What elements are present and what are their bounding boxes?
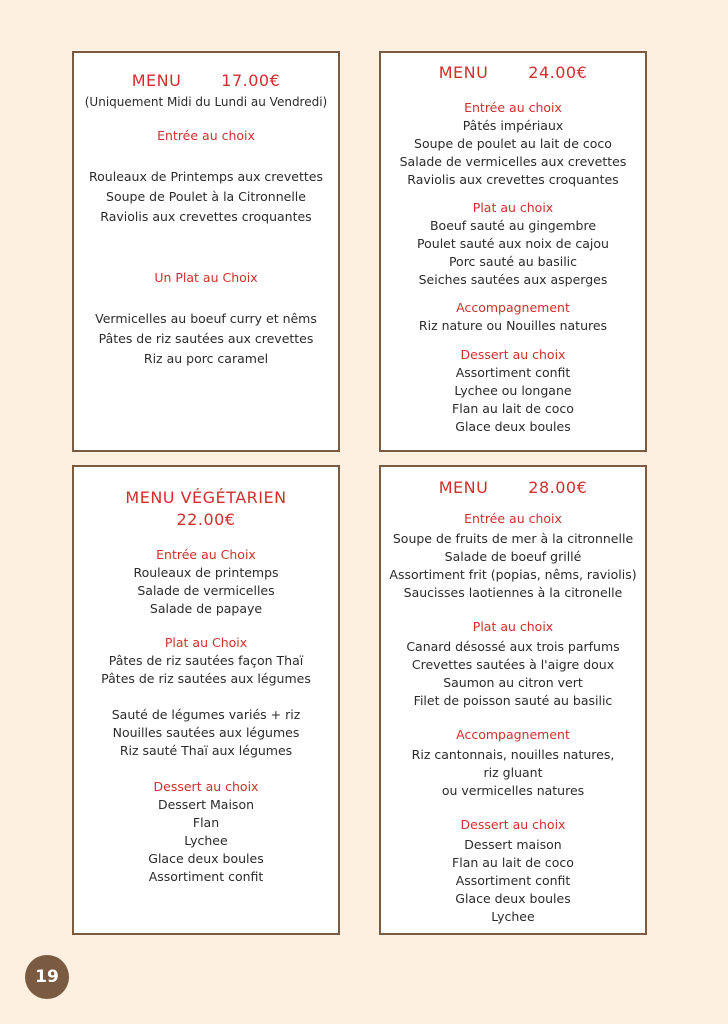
menu-item: Pâtés impériaux	[462, 118, 564, 133]
menu-item: Assortiment confit	[455, 365, 571, 380]
entree-list	[74, 167, 338, 227]
menu-item: Seiches sautées aux asperges	[418, 272, 608, 287]
menu-item: Canard désossé aux trois parfums	[406, 639, 620, 654]
menu-17-card	[72, 51, 340, 452]
menu-item: Assortiment frit (popias, nêms, raviolis)	[389, 567, 637, 582]
menu-item: Pâtes de riz sautées aux crevettes	[98, 331, 314, 346]
menu-item: Pâtes de riz sautées aux légumes	[101, 671, 311, 686]
menu-item: Flan	[192, 815, 220, 830]
entree-heading: Entrée au Choix	[156, 547, 256, 562]
menu-item: Glace deux boules	[455, 419, 571, 434]
menu-item: Riz cantonnais, nouilles natures,	[411, 747, 615, 762]
menu-title: MENU	[438, 478, 489, 497]
menu-item: Pâtes de riz sautées façon Thaï	[108, 653, 304, 668]
menu-price: 17.00€	[221, 71, 281, 90]
menu-item: Assortiment confit	[148, 869, 264, 884]
menu-item: Riz au porc caramel	[143, 351, 269, 366]
menu-item: Salade de papaye	[149, 601, 263, 616]
menu-item: Soupe de fruits de mer à la citronnelle	[392, 531, 634, 546]
menu-28-title-row	[381, 478, 645, 498]
menu-item: Saucisses laotiennes à la citronelle	[403, 585, 623, 600]
plat-list-b	[74, 706, 338, 760]
menu-item: Dessert Maison	[157, 797, 255, 812]
menu-title: MENU VÉGÉTARIEN	[125, 488, 287, 507]
menu-item: Lychee	[184, 833, 228, 848]
menu-item: Porc sauté au basilic	[448, 254, 578, 269]
menu-item: Flan au lait de coco	[452, 401, 574, 416]
menu-item: ou vermicelles natures	[441, 783, 585, 798]
menu-item: Assortiment confit	[455, 873, 571, 888]
menu-item: Flan au lait de coco	[452, 855, 574, 870]
accompagnement-list	[381, 317, 645, 335]
menu-item: Dessert maison	[464, 837, 562, 852]
menu-item: Vermicelles au boeuf curry et nêms	[95, 311, 317, 326]
menu-item: Riz nature ou Nouilles natures	[418, 318, 608, 333]
menu-item: Salade de boeuf grillé	[444, 549, 582, 564]
entree-heading: Entrée au choix	[464, 511, 562, 526]
menu-24-card	[379, 51, 647, 452]
plat-list	[74, 309, 338, 369]
menu-price: 22.00€	[176, 510, 236, 529]
accompagnement-heading: Accompagnement	[456, 300, 570, 315]
menu-item: Raviolis aux crevettes croquantes	[407, 172, 619, 187]
menu-item: Soupe de poulet au lait de coco	[414, 136, 612, 151]
menu-title: MENU	[131, 71, 182, 90]
menu-item: Nouilles sautées aux légumes	[112, 725, 300, 740]
menu-17-title-row	[74, 71, 338, 91]
menu-item: Boeuf sauté au gingembre	[429, 218, 597, 233]
plat-heading: Plat au Choix	[164, 635, 248, 650]
menu-item: Poulet sauté aux noix de cajou	[417, 236, 609, 251]
menu-item: Salade de vermicelles aux crevettes	[399, 154, 627, 169]
page-number-badge: 19	[25, 955, 69, 999]
plat-list	[381, 217, 645, 289]
menu-item: Filet de poisson sauté au basilic	[413, 693, 613, 708]
menu-vegetarien-card	[72, 465, 340, 935]
menu-28-card	[379, 465, 647, 935]
menu-item: Crevettes sautées à l'aigre doux	[411, 657, 615, 672]
accompagnement-heading: Accompagnement	[456, 727, 570, 742]
entree-list	[74, 564, 338, 618]
dessert-list	[74, 796, 338, 886]
dessert-heading: Dessert au choix	[460, 817, 566, 832]
menu-24-title-row	[381, 63, 645, 83]
menu-item: riz gluant	[483, 765, 543, 780]
entree-heading: Entrée au choix	[464, 100, 562, 115]
dessert-heading: Dessert au choix	[460, 347, 566, 362]
menu-price: 24.00€	[528, 63, 588, 82]
accompagnement-list	[381, 746, 645, 800]
menu-note: (Uniquement Midi du Lundi au Vendredi)	[84, 95, 328, 109]
dessert-list	[381, 364, 645, 436]
plat-list	[381, 638, 645, 710]
menu-item: Lychee ou longane	[454, 383, 572, 398]
menu-item: Saumon au citron vert	[443, 675, 583, 690]
menu-item: Rouleaux de Printemps aux crevettes	[89, 169, 323, 184]
entree-heading: Entrée au choix	[157, 128, 255, 143]
menu-item: Lychee	[491, 909, 535, 924]
plat-heading: Plat au choix	[472, 619, 554, 634]
dessert-list	[381, 836, 645, 926]
dessert-heading: Dessert au choix	[153, 779, 259, 794]
entree-list	[381, 530, 645, 602]
plat-list-a	[74, 652, 338, 688]
menu-item: Glace deux boules	[148, 851, 264, 866]
menu-price: 28.00€	[528, 478, 588, 497]
menu-item: Soupe de Poulet à la Citronnelle	[106, 189, 306, 204]
entree-list	[381, 117, 645, 189]
plat-heading: Plat au choix	[472, 200, 554, 215]
menu-item: Glace deux boules	[455, 891, 571, 906]
menu-item: Sauté de légumes variés + riz	[111, 707, 301, 722]
menu-item: Riz sauté Thaï aux légumes	[119, 743, 293, 758]
menu-title: MENU	[438, 63, 489, 82]
menu-item: Raviolis aux crevettes croquantes	[100, 209, 312, 224]
menu-item: Salade de vermicelles	[137, 583, 275, 598]
menu-item: Rouleaux de printemps	[133, 565, 279, 580]
plat-heading: Un Plat au Choix	[154, 270, 258, 285]
